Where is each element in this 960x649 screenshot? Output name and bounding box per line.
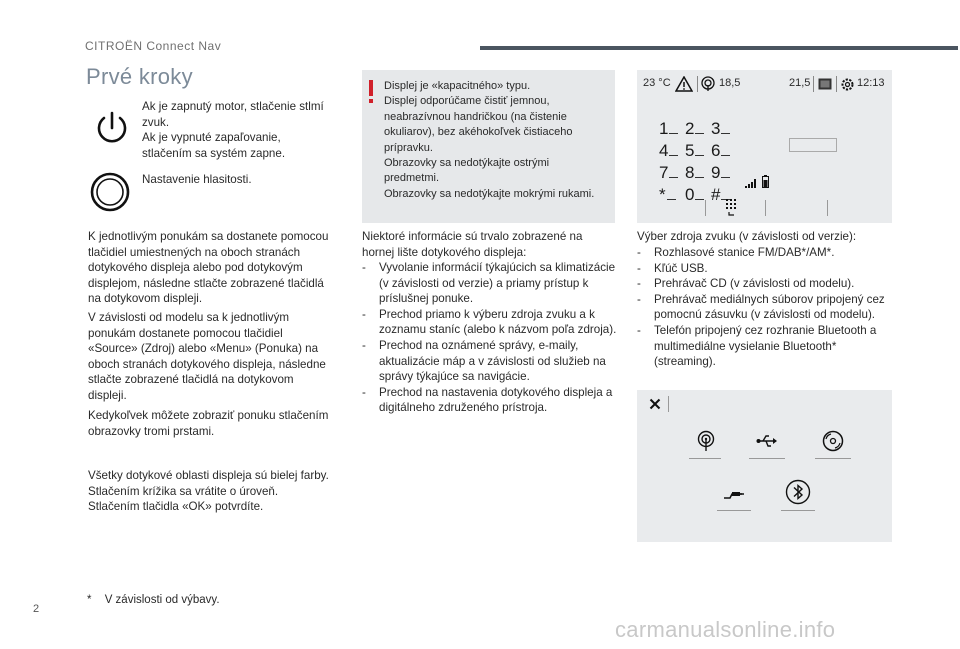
radio-frequency[interactable]: 18,5 [719, 77, 741, 89]
number-display-field[interactable] [789, 138, 837, 152]
status-divider [697, 76, 698, 92]
battery-icon [762, 175, 769, 188]
bluetooth-icon [785, 479, 811, 505]
keypad-key[interactable]: 5 [685, 140, 711, 162]
source-selection-intro: Výber zdroja zvuku (v závislosti od verzie): [637, 230, 857, 243]
list-item: - Rozhlasové stanice FM/DAB*/AM*. [637, 245, 894, 261]
keypad-key[interactable]: 3 [711, 118, 737, 140]
page-number: 2 [33, 603, 40, 615]
source-usb-button[interactable] [749, 428, 785, 459]
warning-triangle-icon[interactable] [675, 76, 693, 92]
list-item: - Prehrávač mediálnych súborov pripojený cez pomocnú zásuvku (v závislosti od modelu). [637, 292, 894, 323]
settings-gear-icon[interactable] [840, 77, 855, 92]
volume-description: Nastavenie hlasitosti. [142, 173, 252, 186]
list-item: - Kľúč USB. [637, 261, 894, 277]
power-description: Ak je zapnutý motor, stlačenie stlmí zvuk. Ak je vypnuté zapaľovanie, stlačením sa systém zapne. [142, 100, 324, 160]
display-screen-sources [637, 390, 892, 542]
temperature-left: 23 °C [643, 77, 671, 89]
display-bottom-bar [637, 192, 892, 223]
exclamation-icon [368, 80, 374, 104]
close-icon[interactable] [649, 398, 661, 410]
keypad-key[interactable]: 8 [685, 162, 711, 184]
messages-icon[interactable] [818, 78, 832, 90]
top-bar-info-list [362, 260, 620, 416]
display-status-bar [637, 70, 892, 98]
footnote-mark: * [87, 594, 92, 606]
keypad-key[interactable]: 7 [659, 162, 685, 184]
aux-cable-icon [723, 488, 745, 500]
cd-disc-icon [822, 430, 844, 452]
keypad-key[interactable]: 0 [685, 184, 711, 206]
bar-divider [827, 200, 828, 216]
status-divider [836, 76, 837, 92]
keypad-key[interactable]: 4 [659, 140, 685, 162]
source-list [637, 245, 894, 370]
display-screen-keypad [637, 70, 892, 223]
keypad-key[interactable]: # [711, 184, 737, 206]
keypad-key[interactable]: 1 [659, 118, 685, 140]
source-aux-button[interactable] [717, 482, 751, 511]
list-item: - Telefón pripojený cez rozhranie Bluetooth a multimediálne vysielanie Bluetooth* (streaming). [637, 323, 894, 370]
status-divider [813, 76, 814, 92]
footnote-text: V závislosti od výbavy. [104, 594, 220, 606]
warning-text: Displej je «kapacitného» typu. Displej odporúčame čistiť jemnou, neabrazívnou handričkou (na čistenie okuliarov), bez akéhokoľvek čistiaceho prípravku. Obrazovky sa nedotýkajte ostrými predmetmi. Obrazovky sa nedotýkajte mokrými rukami. [384, 80, 595, 200]
list-item: - Prechod priamo k výberu zdroja zvuku a k zoznamu staníc (alebo k názvom poľa zdroja). [362, 307, 620, 338]
list-item: - Prechod na nastavenia dotykového displeja a digitálneho združeného prístroja. [362, 385, 620, 416]
list-item: - Prehrávač CD (v závislosti od modelu). [637, 276, 894, 292]
list-item: - Prechod na oznámené správy, e-maily, aktualizácie máp a v závislosti od služieb na správy týkajúce sa navigácie. [362, 338, 620, 385]
header-rule [480, 46, 958, 50]
volume-knob-icon [88, 170, 132, 214]
keypad-key[interactable]: * [659, 184, 685, 206]
paragraph-three-fingers: Kedykoľvek môžete zobraziť ponuku stlačením obrazovky tromi prstami. [88, 409, 329, 438]
paragraph-source-menu: V závislosti od modelu sa k jednotlivým ponukám dostanete pomocou tlačidiel «Source» (Zdroj) alebo «Menu» (Ponuka) na oboch stranách dotykového displeja, následne stlačte zobrazené tlačidlá na dotykovom displeji. [88, 311, 326, 402]
source-radio-button[interactable] [689, 428, 721, 459]
list-item: - Vyvolanie informácií týkajúcich sa klimatizácie (v závislosti od verzie) a priamy prístup k príslušnej ponuke. [362, 260, 620, 307]
temperature-right: 21,5 [789, 77, 811, 89]
keypad-icon[interactable] [725, 198, 739, 216]
bar-divider [668, 396, 669, 412]
signal-strength-icon [745, 178, 757, 188]
usb-icon [756, 434, 778, 448]
bar-divider [705, 200, 706, 216]
keypad-key[interactable]: 2 [685, 118, 711, 140]
source-bluetooth-button[interactable] [781, 478, 815, 511]
watermark: carmanualsonline.info [615, 617, 836, 642]
paragraph-menus: K jednotlivým ponukám sa dostanete pomocou tlačidiel umiestnených na oboch stranách dotykového displeja alebo pod dotykovým displejom, následne stlačte zobrazené tlačidlá na dotykovom displeji. [88, 230, 329, 306]
radio-antenna-icon[interactable] [700, 76, 716, 92]
power-icon [92, 108, 132, 148]
page-title: Prvé kroky [86, 64, 193, 89]
clock: 12:13 [857, 77, 885, 89]
footnote [87, 594, 220, 606]
radio-antenna-icon [697, 430, 715, 452]
bar-divider [765, 200, 766, 216]
keypad-key[interactable]: 6 [711, 140, 737, 162]
paragraph-touch-areas: Všetky dotykové oblasti displeja sú bielej farby. Stlačením krížika sa vrátite o úroveň. Stlačením tlačidla «OK» potvrdíte. [88, 469, 329, 514]
keypad-key[interactable]: 9 [711, 162, 737, 184]
source-cd-button[interactable] [815, 428, 851, 459]
manual-section-header: CITROËN Connect Nav [85, 39, 222, 53]
top-bar-intro: Niektoré informácie sú trvalo zobrazené na hornej lište dotykového displeja: [362, 230, 583, 259]
